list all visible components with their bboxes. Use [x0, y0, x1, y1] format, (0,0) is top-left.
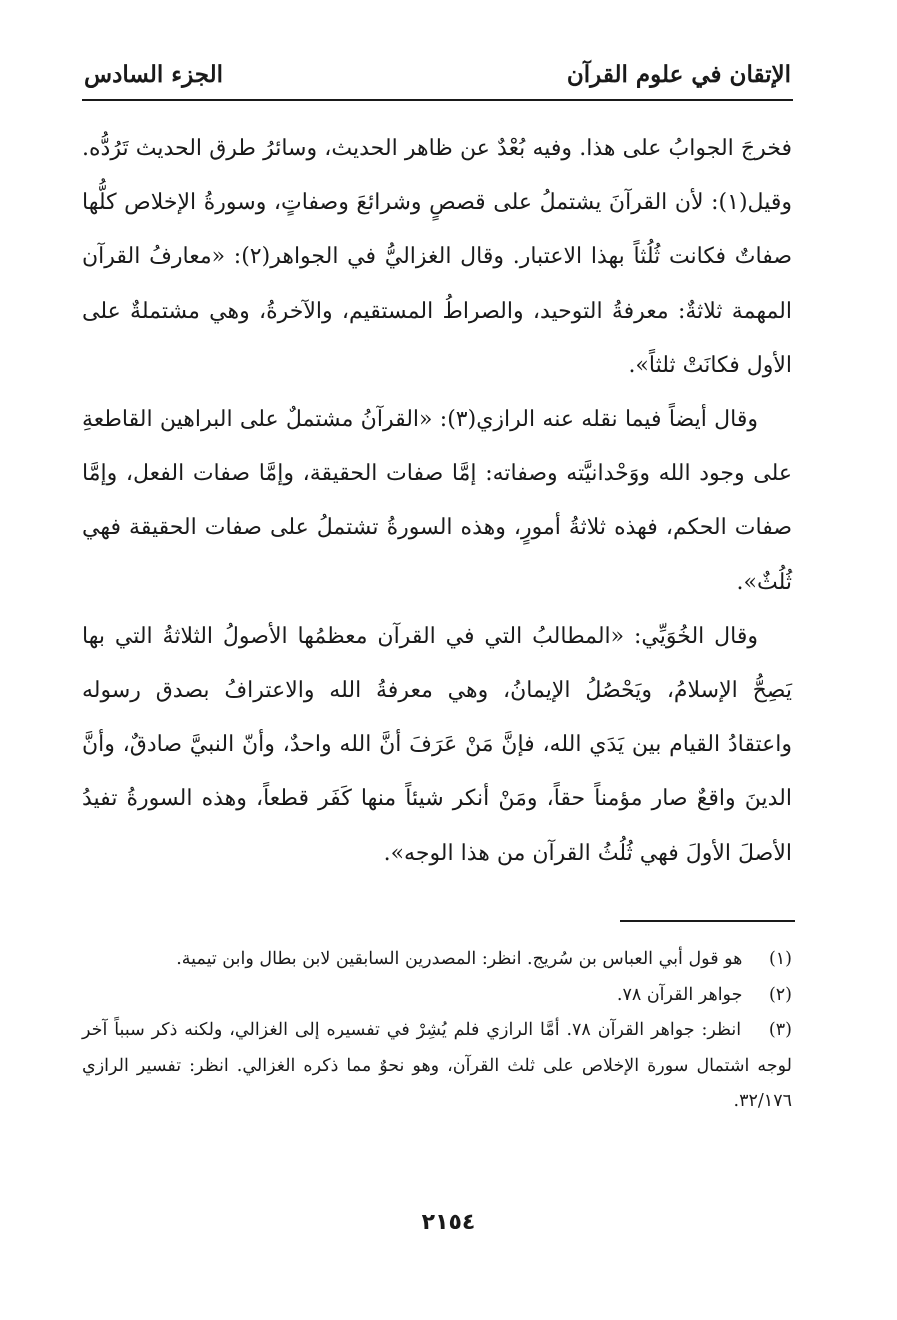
footnote	[82, 942, 792, 978]
page-number: ٢١٥٤	[421, 1210, 476, 1235]
footnote-number: (٢)	[768, 984, 792, 1005]
paragraph: وقال الخُوَيِّي: «المطالبُ التي في القرآن معظمُها الأصولُ الثلاثةُ التي بها يَصِحُّ الإسلامُ، ويَحْصُلُ الإيمانُ، وهي معرفةُ الله والاعترافُ بصدق رسوله واعتقادُ القيام بين يَدَي الله، فإنَّ مَنْ عَرَفَ أنَّ الله واحدٌ، وأنّ النبيَّ صادقٌ، وأنَّ الدينَ واقعٌ صار مؤمناً حقاً، ومَنْ أنكر شيئاً منها كَفَر قطعاً، وهذه السورةُ تفيدُ الأصلَ الأولَ فهي ثُلُثُ القرآن من هذا الوجه».	[82, 623, 792, 866]
footnote-divider	[620, 920, 795, 922]
volume-label: الجزء السادس	[84, 60, 223, 88]
header-divider	[82, 99, 793, 101]
running-header	[84, 52, 791, 96]
footnote-text: انظر: جواهر القرآن ٧٨. أمَّا الرازي فلم يُشِرْ في تفسيره إلى الغزالي، ولكنه ذكر سبباً آخر لوجه اشتمال سورة الإخلاص على ثلث القرآن، وهو نحوٌ مما ذكره الغزالي. انظر: تفسير الرازي ٣٢/١٧٦.	[82, 1020, 792, 1111]
footnote-text: هو قول أبي العباس بن سُريج. انظر: المصدرين السابقين لابن بطال وابن تيمية.	[176, 949, 743, 969]
footnote	[82, 978, 792, 1014]
main-text	[82, 122, 792, 881]
paragraph: وقال أيضاً فيما نقله عنه الرازي(٣): «القرآنُ مشتملٌ على البراهين القاطعةِ على وجود الله ووَحْدانيَّته وصفاته: إمَّا صفات الحقيقة، وإمَّا صفات الفعل، وإمَّا صفات الحكم، فهذه ثلاثةُ أمورٍ، وهذه السورةُ تشتملُ على صفات الحقيقة فهي ثُلُثٌ».	[82, 407, 792, 595]
paragraph: فخرجَ الجوابُ على هذا. وفيه بُعْدٌ عن ظاهر الحديث، وسائرُ طرق الحديث تَرُدُّه. وقيل(١): لأن القرآنَ يشتملُ على قصصٍ وشرائعَ وصفاتٍ، وسورةُ الإخلاص كلُّها صفاتٌ فكانت ثُلُثاً بهذا الاعتبار. وقال الغزاليُّ في الجواهر(٢): «معارفُ القرآن المهمة ثلاثةٌ: معرفةُ التوحيد، والصراطُ المستقيم، والآخرةُ، وهي مشتملةٌ على الأول فكانَتْ ثلثاً».	[82, 136, 793, 378]
footnote	[82, 1013, 792, 1120]
footnotes	[82, 942, 792, 1120]
footnote-text: جواهر القرآن ٧٨.	[616, 984, 743, 1005]
footnote-number: (١)	[768, 949, 792, 969]
book-title: الإتقان في علوم القرآن	[566, 60, 791, 88]
footnote-number: (٣)	[768, 1020, 792, 1040]
